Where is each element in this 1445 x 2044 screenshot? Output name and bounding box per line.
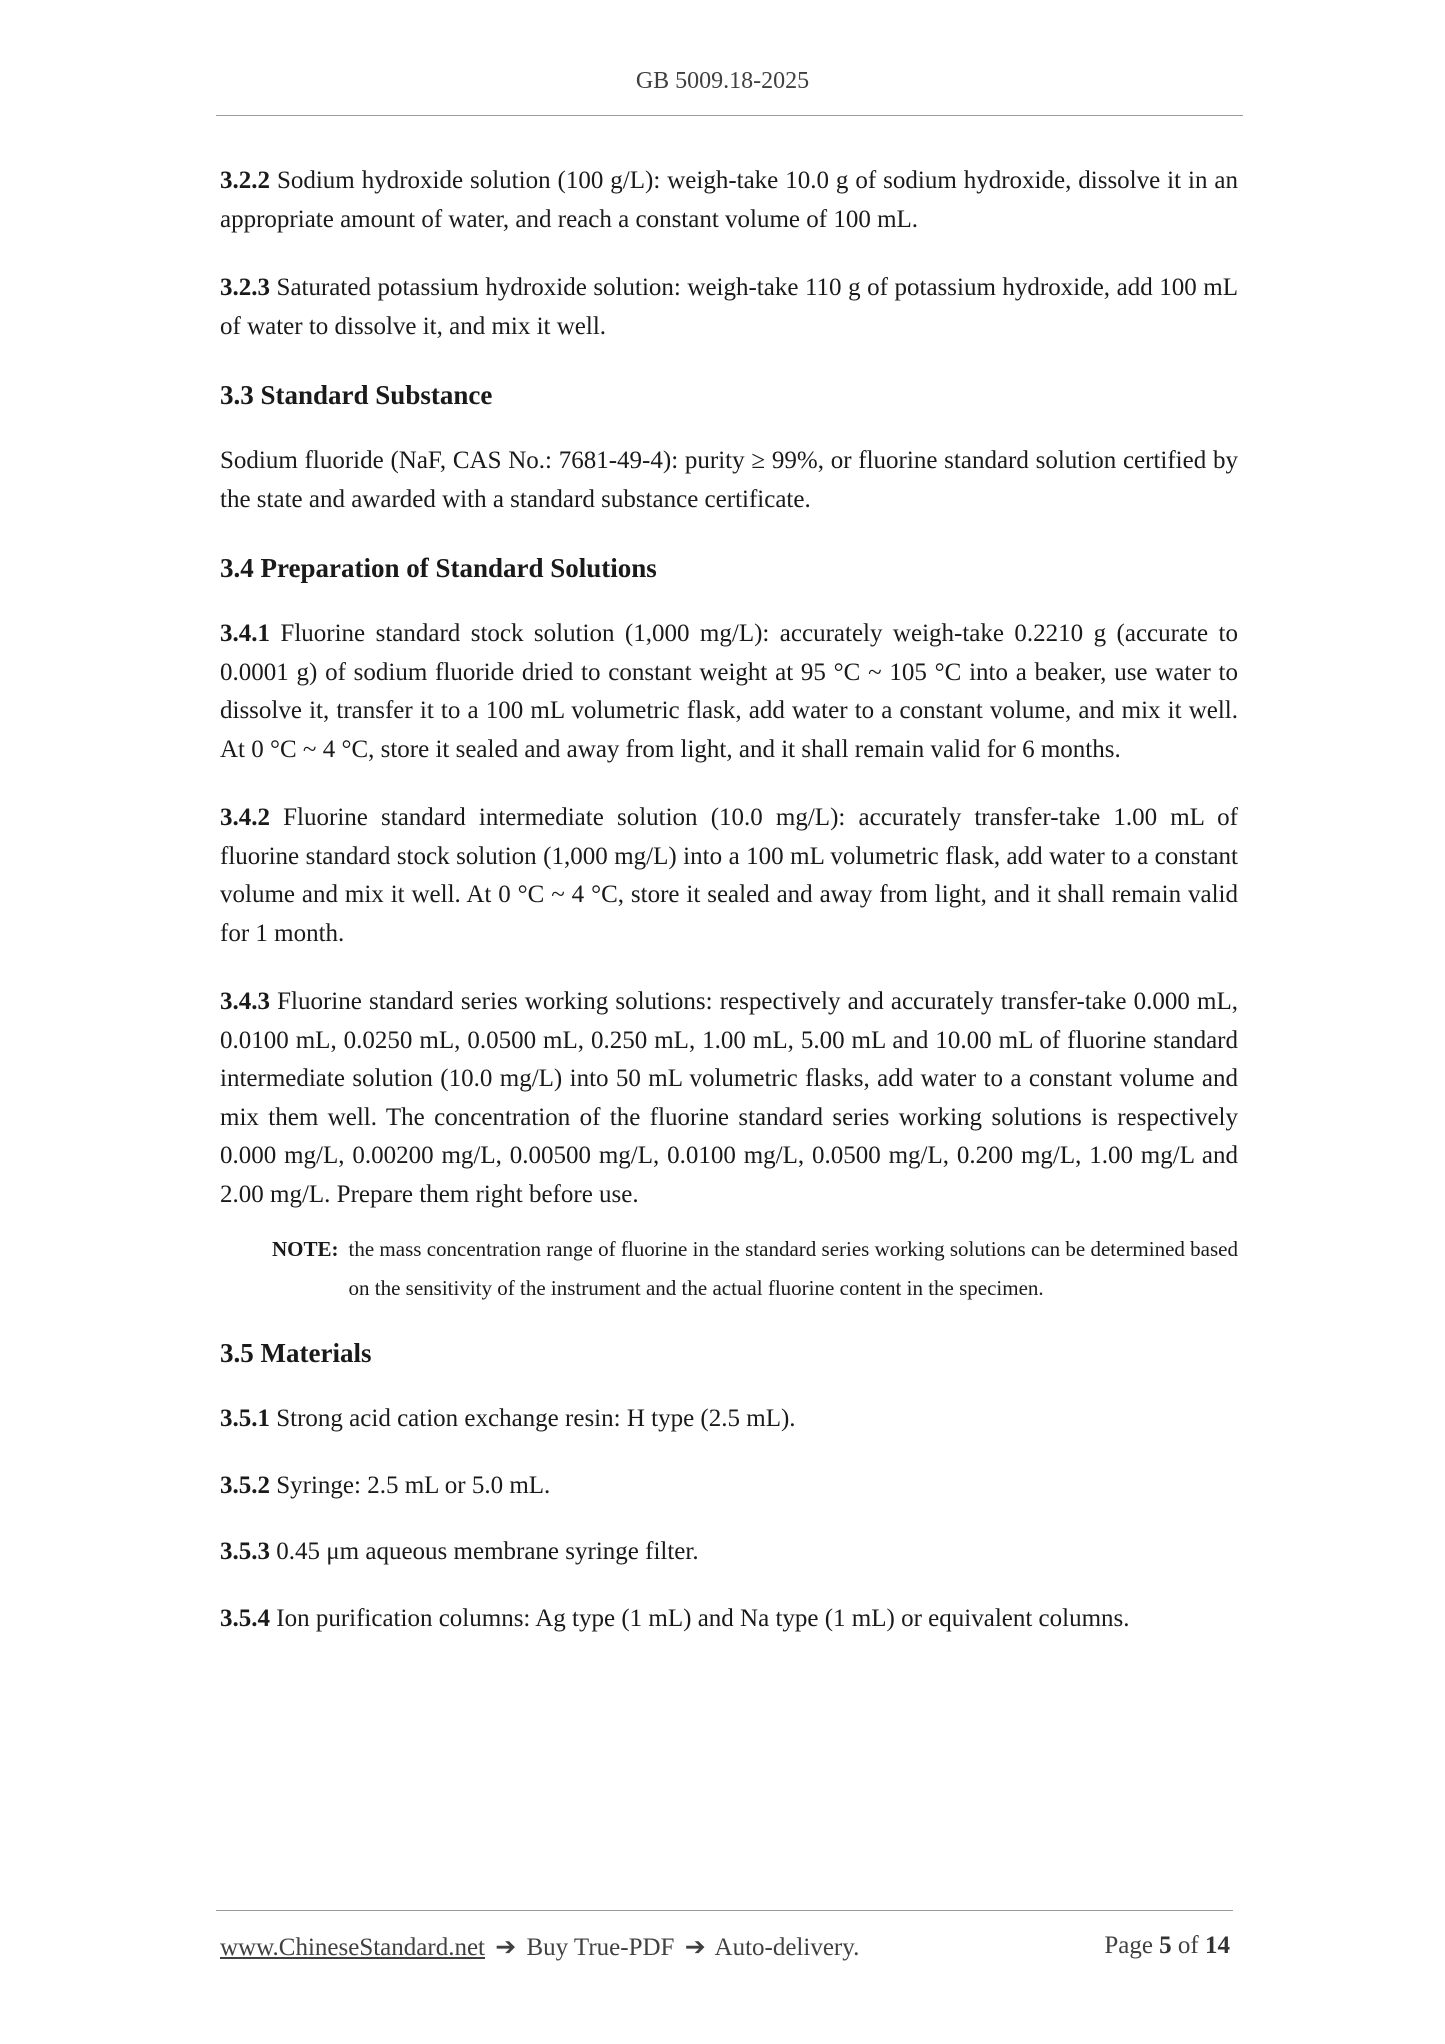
page-number: 5	[1159, 1932, 1172, 1959]
footer-rule	[216, 1910, 1233, 1911]
clause-number: 3.5.1	[220, 1405, 270, 1432]
arrow-right-icon: ➔	[495, 1934, 517, 1961]
clause-3-2-2	[220, 162, 1238, 239]
clause-text: 0.45 μm aqueous membrane syringe filter.	[270, 1538, 699, 1565]
clause-number: 3.5.4	[220, 1604, 270, 1632]
clause-3-4-1	[220, 615, 1238, 769]
heading-3-5: 3.5 Materials	[220, 1338, 372, 1368]
clause-3-2-3	[220, 269, 1238, 346]
clause-text: Sodium fluoride (NaF, CAS No.: 7681-49-4): purity ≥ 99%, or fluorine standard solution certified by the state and awarded with a standard substance certificate.	[220, 447, 1238, 513]
clause-text: Sodium hydroxide solution (100 g/L): weigh-take 10.0 g of sodium hydroxide, dissolve it in an appropriate amount of water, and reach a constant volume of 100 mL.	[220, 167, 1238, 233]
clause-3-4-3	[220, 983, 1238, 1214]
clause-3-4-2	[220, 799, 1238, 953]
running-header: GB 5009.18-2025	[635, 68, 810, 94]
clause-3-5-2	[220, 1467, 1238, 1506]
page-content	[220, 162, 1238, 1666]
site-link[interactable]: www.ChineseStandard.net	[220, 1934, 485, 1961]
buy-pdf-text: Buy True-PDF	[526, 1934, 675, 1961]
header-rule	[216, 115, 1243, 116]
heading-3-3: 3.3 Standard Substance	[220, 380, 493, 410]
clause-number: 3.2.3	[220, 274, 270, 301]
heading-3-4: 3.4 Preparation of Standard Solutions	[220, 553, 657, 583]
clause-number: 3.4.1	[220, 620, 270, 647]
clause-text: Syringe: 2.5 mL or 5.0 mL.	[270, 1471, 551, 1499]
clause-number: 3.4.2	[220, 804, 270, 831]
note-block	[272, 1230, 1238, 1308]
note-text: the mass concentration range of fluorine in the standard series working solutions can be determined based on the sensitivity of the instrument and the actual fluorine content in the specimen.	[348, 1237, 1238, 1300]
clause-3-5-4	[220, 1600, 1238, 1639]
clause-3-3-text	[220, 442, 1238, 519]
clause-number: 3.2.2	[220, 167, 270, 194]
clause-number: 3.5.2	[220, 1471, 270, 1499]
page-total: 14	[1205, 1932, 1230, 1959]
clause-number: 3.4.3	[220, 988, 270, 1015]
clause-text: Saturated potassium hydroxide solution: weigh-take 110 g of potassium hydroxide, add 100 mL of water to dissolve it, and mix it well.	[220, 274, 1238, 340]
clause-number: 3.5.3	[220, 1538, 270, 1565]
clause-text: Ion purification columns: Ag type (1 mL) and Na type (1 mL) or equivalent columns.	[270, 1604, 1130, 1632]
clause-text: Strong acid cation exchange resin: H type (2.5 mL).	[270, 1405, 796, 1432]
arrow-right-icon: ➔	[684, 1934, 706, 1961]
clause-3-5-1	[220, 1400, 1238, 1439]
clause-3-5-3	[220, 1533, 1238, 1572]
clause-text: Fluorine standard stock solution (1,000 mg/L): accurately weigh-take 0.2210 g (accurate to 0.0001 g) of sodium fluoride dried to constant weight at 95 °C ~ 105 °C into a beaker, use water to dissolve it, transfer it to a 100 mL volumetric flask, add water to a constant volume, and mix it well. At 0 °C ~ 4 °C, store it sealed and away from light, and it shall remain valid for 6 months.	[220, 620, 1238, 763]
note-label: NOTE:	[272, 1237, 339, 1261]
footer-links	[220, 1932, 859, 1962]
page-word: Page	[1104, 1932, 1153, 1959]
delivery-text: Auto-delivery.	[714, 1934, 860, 1961]
clause-text: Fluorine standard series working solutions: respectively and accurately transfer-take 0.000 mL, 0.0100 mL, 0.0250 mL, 0.0500 mL, 0.250 mL, 1.00 mL, 5.00 mL and 10.00 mL of fluorine standard intermediate solution (10.0 mg/L) into 50 mL volumetric flasks, add water to a constant volume and mix them well. The concentration of the fluorine standard series working solutions is respectively 0.000 mg/L, 0.00200 mg/L, 0.00500 mg/L, 0.0100 mg/L, 0.0500 mg/L, 0.200 mg/L, 1.00 mg/L and 2.00 mg/L. Prepare them right before use.	[220, 988, 1238, 1208]
of-word: of	[1177, 1932, 1199, 1959]
page-indicator	[1104, 1932, 1230, 1960]
clause-text: Fluorine standard intermediate solution (10.0 mg/L): accurately transfer-take 1.00 mL of fluorine standard stock solution (1,000 mg/L) into a 100 mL volumetric flask, add water to a constant volume and mix it well. At 0 °C ~ 4 °C, store it sealed and away from light, and it shall remain valid for 1 month.	[220, 804, 1238, 947]
